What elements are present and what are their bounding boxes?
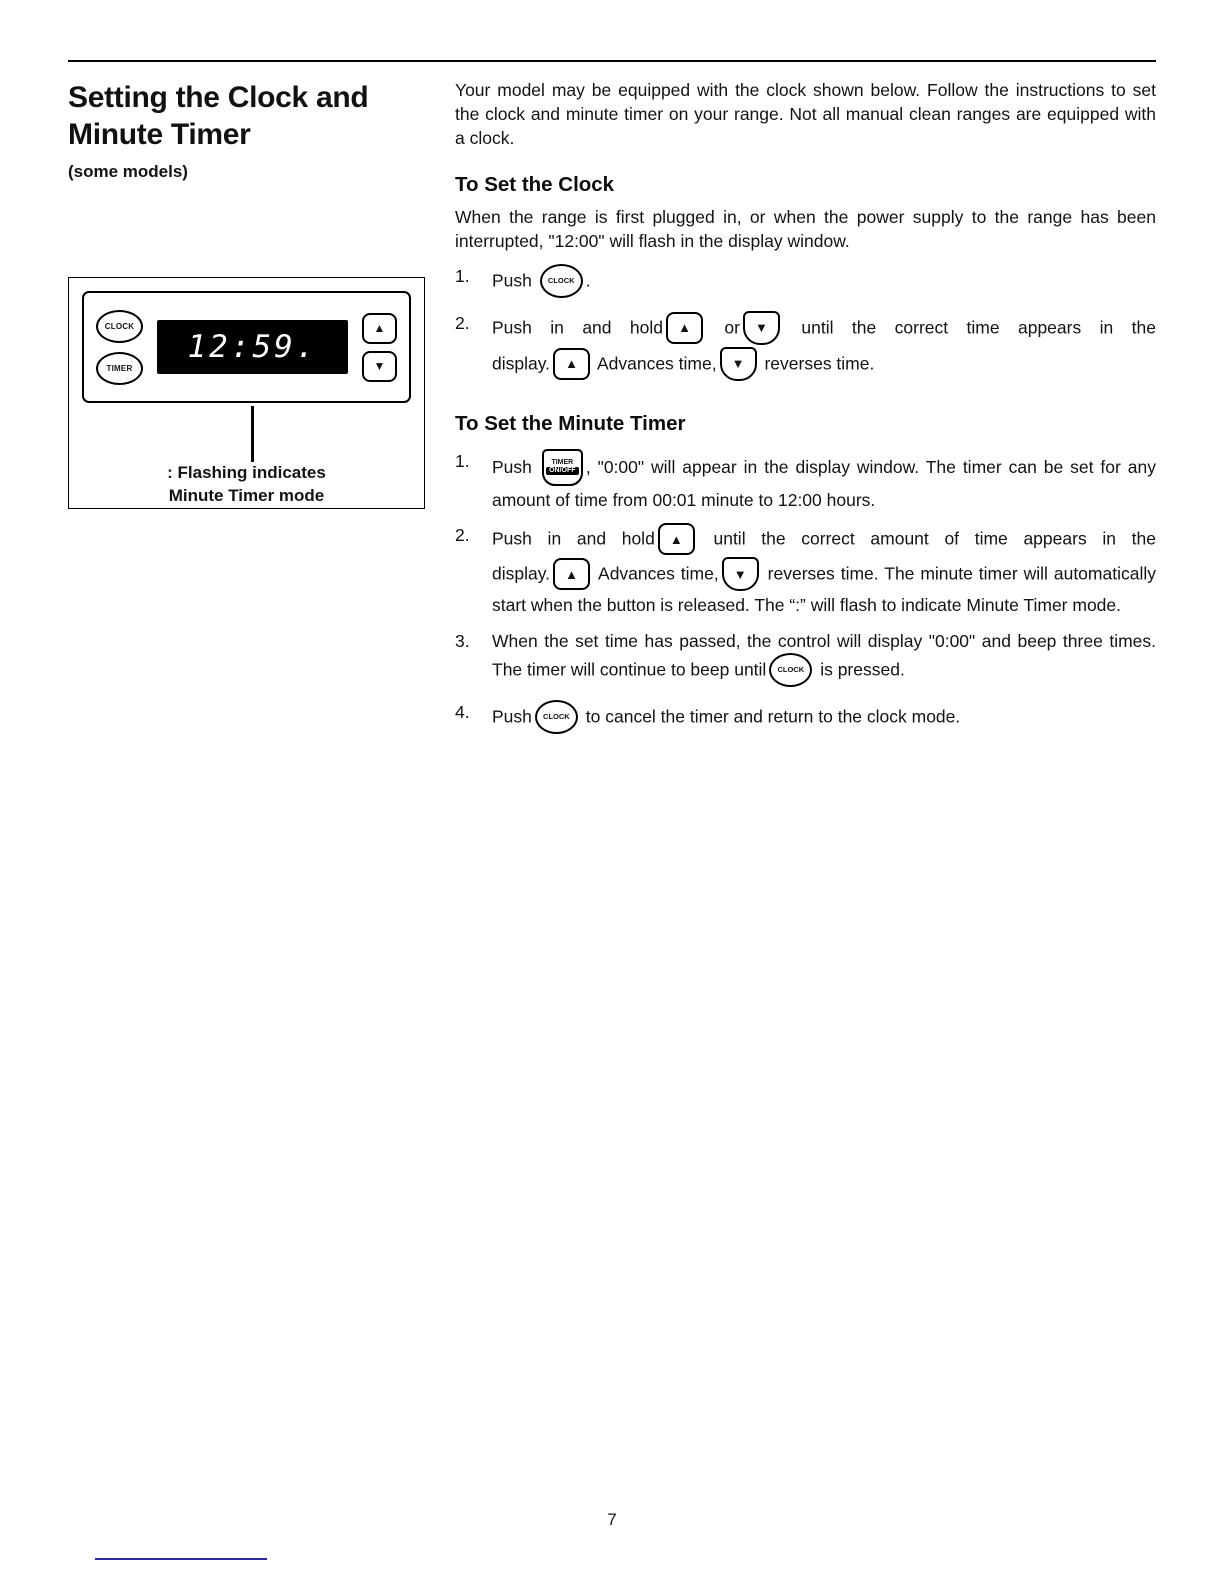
step-body — [492, 311, 1156, 383]
left-column — [68, 80, 438, 182]
clock-button-label: CLOCK — [104, 321, 135, 331]
pointer-line — [251, 406, 254, 462]
step-body — [492, 629, 1156, 689]
step-number: 4. — [455, 701, 470, 722]
clock-button — [96, 310, 143, 343]
intro-paragraph: Your model may be equipped with the clock shown below. Follow the instructions to set the clock and minute timer on your range. Not all manual clean ranges are equipped with a clock. — [455, 80, 1156, 149]
timer-onoff-icon-label: ON/OFF — [546, 467, 578, 475]
step-number: 1. — [455, 265, 470, 286]
step-number: 1. — [455, 451, 470, 472]
up-arrow-glyph: ▲ — [678, 320, 691, 336]
up-arrow-icon — [666, 312, 703, 344]
step-text: . — [585, 270, 591, 291]
timer-onoff-button-icon — [542, 449, 583, 486]
step-text: to cancel the timer and return to the clock mode. — [585, 706, 961, 727]
clock-step-2 — [455, 311, 1156, 383]
right-column — [455, 78, 1156, 736]
timer-step-4 — [455, 700, 1156, 736]
step-body — [492, 523, 1156, 617]
timer-step-2 — [455, 523, 1156, 617]
page-number: 7 — [607, 1510, 617, 1529]
step-text: Push — [492, 706, 532, 727]
down-arrow-glyph: ▼ — [373, 359, 386, 373]
down-arrow-icon — [722, 557, 759, 591]
up-arrow-icon — [553, 348, 590, 380]
up-arrow-glyph: ▲ — [565, 566, 578, 582]
timer-button-label: TIMER — [106, 363, 133, 373]
arrow-buttons — [362, 313, 397, 382]
page-title — [68, 80, 438, 153]
step-text: reverses time. The minute timer will automatically start when the button is released. The “:” will flash to indicate Minute Timer mode. — [492, 564, 1156, 616]
step-text: display. — [492, 564, 551, 585]
timer-button — [96, 352, 143, 385]
step-text: reverses time. — [764, 353, 875, 374]
up-arrow-icon — [658, 523, 695, 555]
up-arrow-glyph: ▲ — [669, 531, 683, 547]
page-title-line1: Setting the Clock and — [68, 81, 369, 114]
step-line — [492, 347, 1156, 383]
figure-caption-line2: Minute Timer mode — [168, 485, 325, 505]
step-text: until the correct amount of time appears in the — [713, 529, 1156, 550]
step-text: When the set time has passed, the control will display "0:00" and beep three times. The timer will continue to beep until — [492, 630, 1156, 680]
clock-icon-label: CLOCK — [547, 275, 575, 285]
step-body — [492, 449, 1156, 512]
page-title-line2: Minute Timer — [68, 117, 251, 151]
clock-step-1 — [455, 264, 1156, 300]
step-text: is pressed. — [820, 659, 905, 680]
down-arrow-glyph: ▼ — [733, 566, 747, 582]
step-text: Push — [492, 270, 532, 291]
footer-line — [95, 1558, 267, 1560]
step-number: 3. — [455, 630, 470, 651]
down-arrow-glyph: ▼ — [755, 320, 768, 336]
step-text: Advances time, — [598, 564, 719, 585]
step-text: Push in and hold — [492, 317, 664, 338]
step-text: Push in and hold — [492, 529, 655, 550]
up-arrow-glyph: ▲ — [565, 356, 578, 372]
page-subtitle: (some models) — [68, 162, 188, 182]
top-rule — [68, 60, 1156, 62]
timer-step-1 — [455, 449, 1156, 512]
up-arrow-icon — [553, 558, 590, 590]
down-arrow-button — [362, 351, 397, 382]
section-heading-set-clock: To Set the Clock — [455, 173, 615, 197]
clock-button-icon — [535, 700, 578, 734]
figure-caption-line1: : Flashing indicates — [167, 463, 326, 482]
step-text: Advances time, — [596, 353, 717, 374]
step-text: or — [724, 317, 740, 338]
up-arrow-button — [362, 313, 397, 344]
timer-icon-label: TIMER — [551, 459, 574, 467]
clock-icon-label: CLOCK — [777, 664, 805, 674]
panel-buttons — [96, 310, 143, 385]
step-number: 2. — [455, 312, 470, 333]
clock-figure — [68, 277, 425, 509]
step-text: , "0:00" will appear in the display window. The timer can be set for any amount of time from 00:01 minute to 12:00 hours. — [492, 457, 1156, 511]
step-body — [492, 264, 1156, 300]
step-number: 2. — [455, 525, 470, 546]
down-arrow-icon — [720, 347, 757, 381]
timer-step-3 — [455, 629, 1156, 689]
step-text: Push — [492, 457, 532, 478]
step-line — [492, 557, 1156, 617]
clock-display-time: 12:59. — [187, 329, 318, 365]
section-heading-set-minute-timer: To Set the Minute Timer — [455, 411, 686, 435]
clock-icon-label: CLOCK — [543, 711, 570, 721]
step-body — [492, 700, 1156, 736]
clock-button-icon — [540, 264, 583, 298]
down-arrow-icon — [743, 311, 780, 345]
down-arrow-glyph: ▼ — [731, 356, 745, 372]
set-clock-paragraph: When the range is first plugged in, or when the power supply to the range has been interrupted, "12:00" will flash in the display window. — [455, 206, 1156, 251]
step-text: until the correct time appears in the — [801, 317, 1156, 338]
up-arrow-glyph: ▲ — [373, 321, 386, 335]
step-line — [492, 311, 1156, 347]
step-line — [492, 523, 1156, 557]
clock-display — [157, 320, 348, 374]
step-text: display. — [492, 353, 551, 374]
control-panel — [82, 291, 411, 403]
figure-caption — [69, 462, 424, 508]
clock-button-icon — [769, 653, 812, 687]
